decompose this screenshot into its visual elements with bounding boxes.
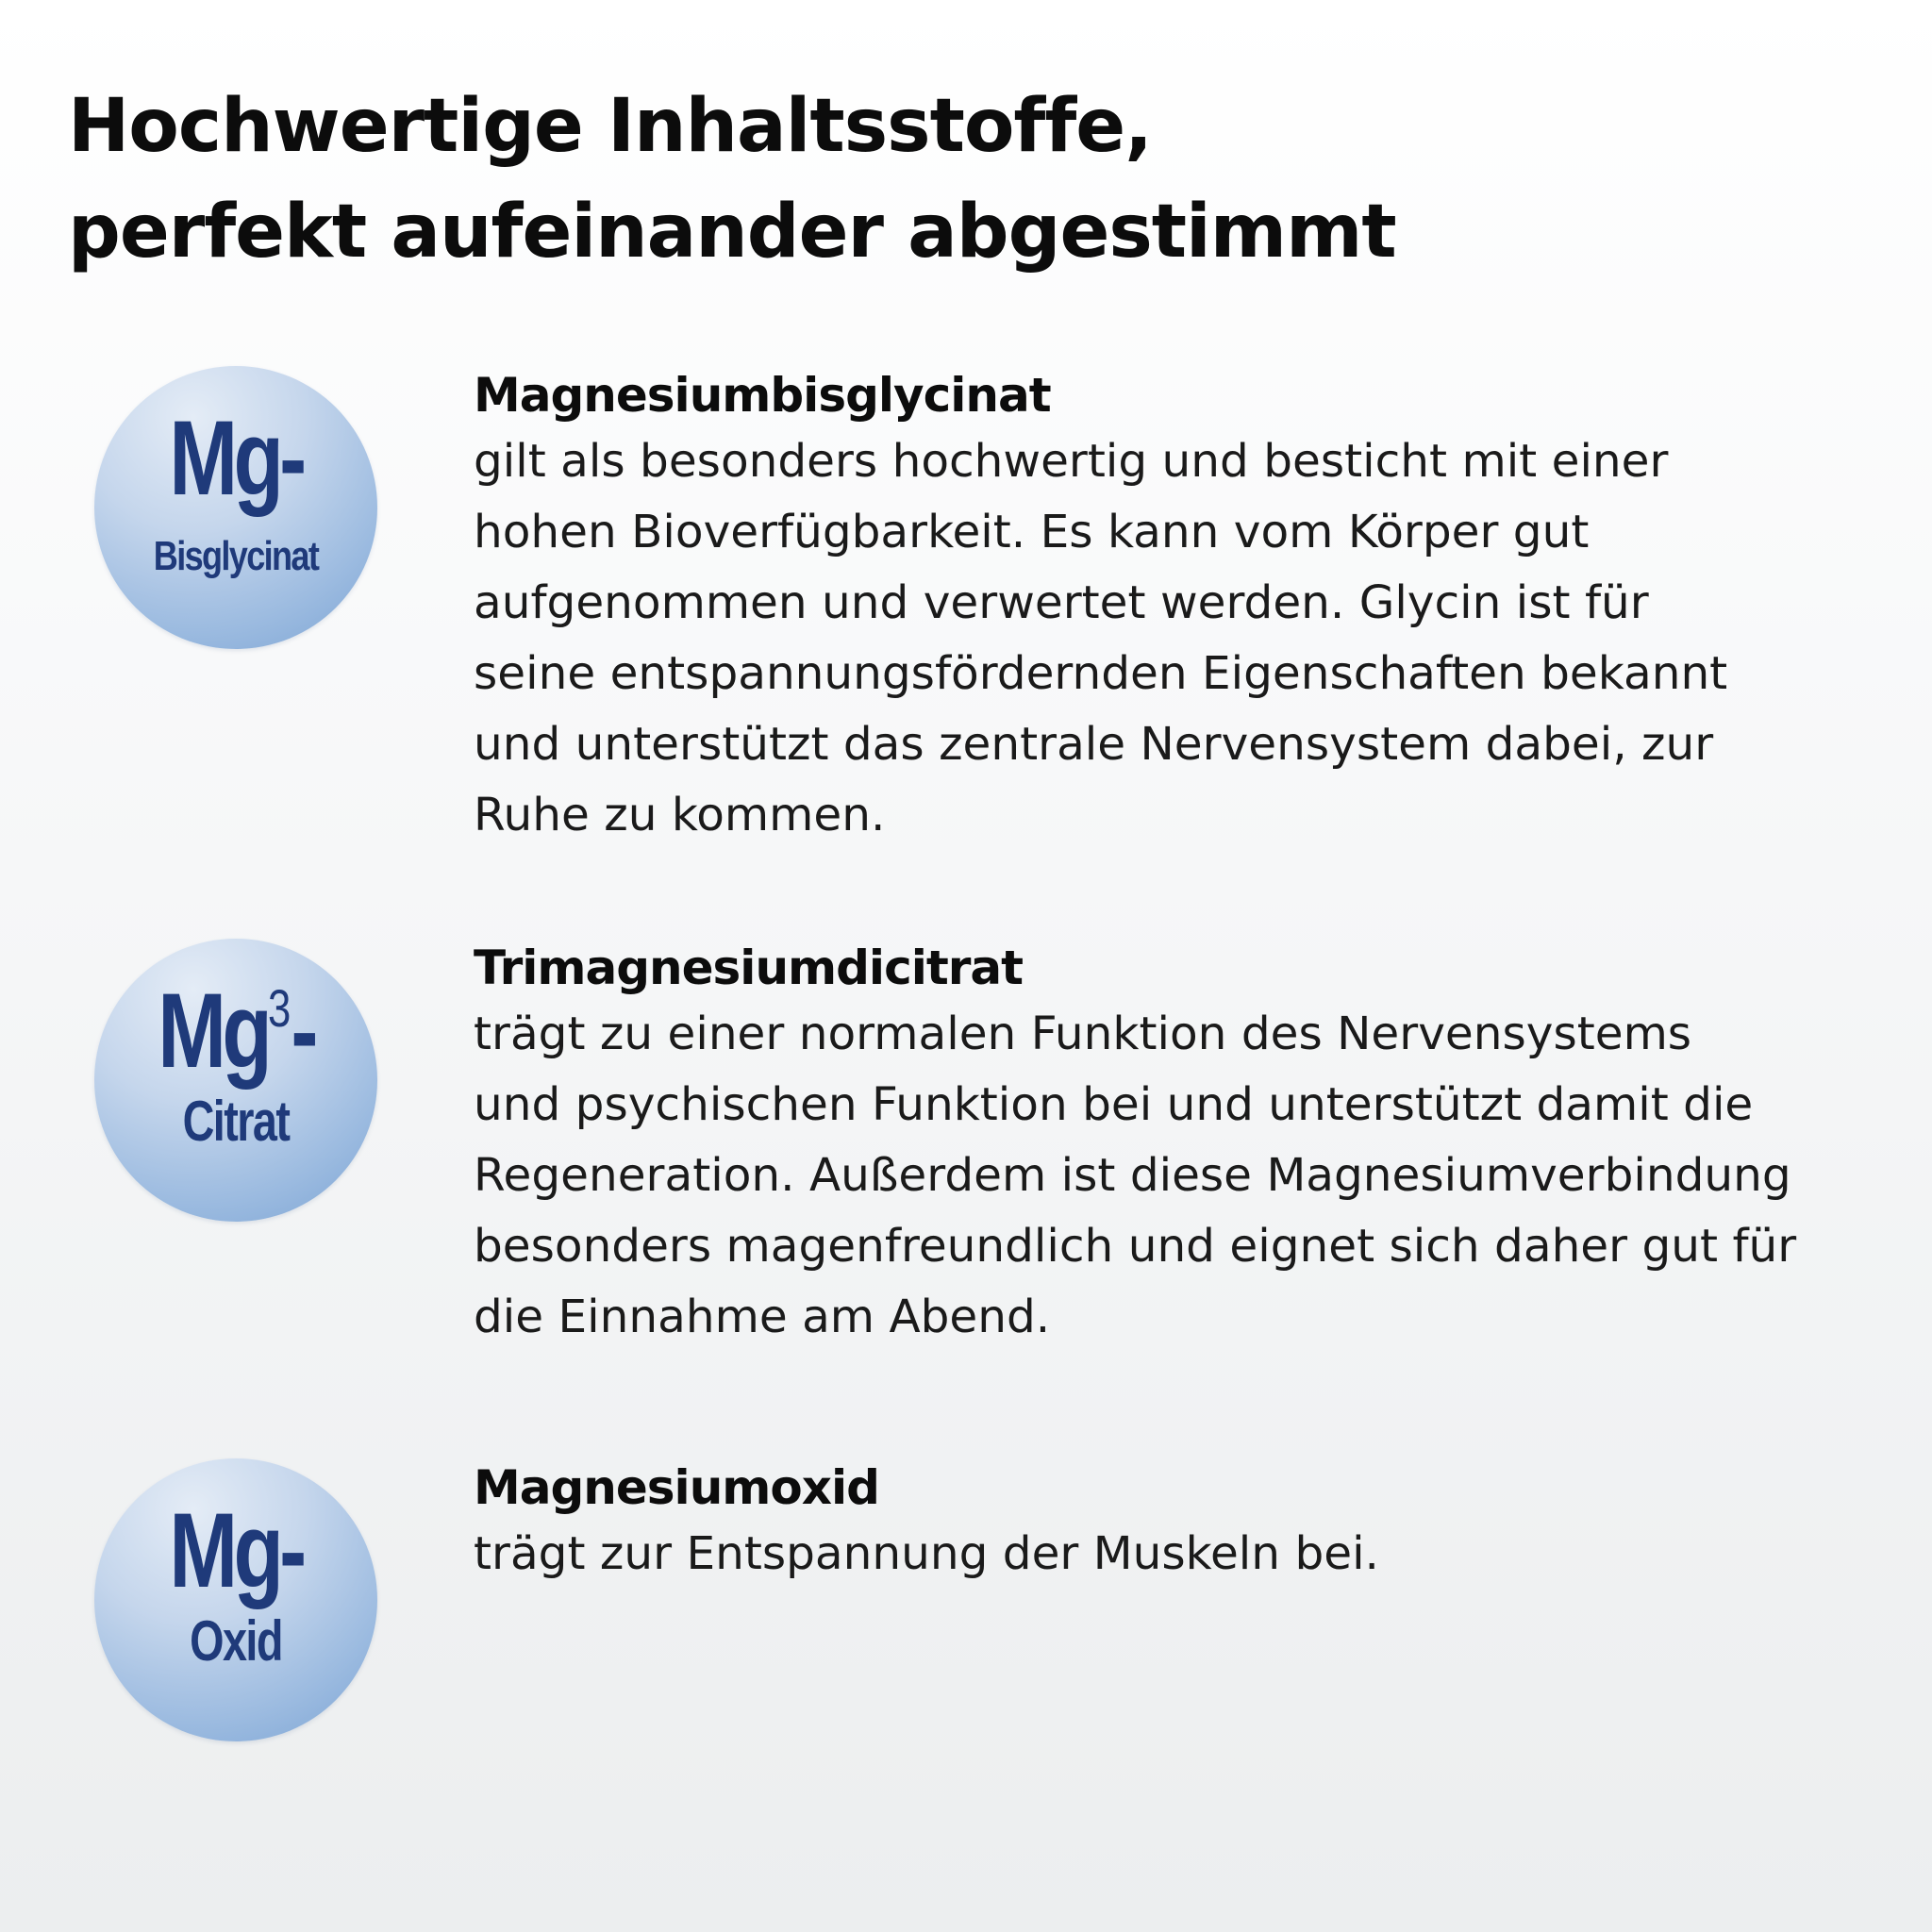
description-line: trägt zur Entspannung der Muskeln bei.: [474, 1527, 1379, 1580]
badge-formula: [125, 1491, 346, 1609]
badge-formula-element: Mg: [169, 1491, 280, 1609]
ingredient-text: [474, 1457, 1889, 1590]
badge-formula: [125, 972, 346, 1090]
badge-formula-element: Mg: [169, 399, 280, 517]
badge-compound-label: Oxid: [190, 1609, 282, 1673]
badge-formula-charge: -: [279, 1491, 303, 1609]
description-line: aufgenommen und verwertet werden. Glycin ist für: [474, 576, 1649, 629]
mg-oxid-badge-icon: [94, 1458, 377, 1741]
page-title-line-2: perfekt aufeinander abgestimmt: [68, 190, 1396, 275]
badge-formula: [125, 399, 346, 517]
mg-citrat-badge-icon: [94, 939, 377, 1222]
ingredient-description: [474, 426, 1889, 851]
description-line: besonders magenfreundlich und eignet sich daher gut für: [474, 1220, 1797, 1273]
description-line: die Einnahme am Abend.: [474, 1291, 1051, 1343]
description-line: und unterstützt das zentrale Nervensystem dabei, zur: [474, 718, 1714, 771]
description-line: hohen Bioverfügbarkeit. Es kann vom Körper gut: [474, 506, 1590, 558]
mg-bisglycinat-badge-icon: [94, 366, 377, 649]
ingredient-title: Magnesiumoxid: [474, 1460, 879, 1515]
page-title: [68, 74, 1483, 285]
badge-formula-charge: -: [279, 399, 303, 517]
ingredient-title: Trimagnesiumdicitrat: [474, 941, 1024, 995]
ingredient-description: [474, 1519, 1889, 1590]
badge-compound-label: Citrat: [182, 1090, 290, 1153]
badge-formula-element: Mg: [158, 972, 269, 1090]
description-line: trägt zu einer normalen Funktion des Nervensystems: [474, 1008, 1692, 1060]
description-line: Ruhe zu kommen.: [474, 789, 886, 841]
badge-formula-superscript: 3: [268, 978, 291, 1038]
ingredient-description: [474, 999, 1889, 1353]
ingredient-text: [474, 937, 1889, 1353]
ingredient-text: [474, 364, 1889, 851]
badge-formula-charge: -: [291, 972, 314, 1090]
badge-compound-label: Bisglycinat: [153, 533, 319, 579]
description-line: gilt als besonders hochwertig und besticht mit einer: [474, 435, 1669, 488]
description-line: und psychischen Funktion bei und unterstützt damit die: [474, 1078, 1754, 1131]
ingredient-title: Magnesiumbisglycinat: [474, 368, 1051, 423]
page-title-line-1: Hochwertige Inhaltsstoffe,: [68, 84, 1152, 169]
description-line: Regeneration. Außerdem ist diese Magnesiumverbindung: [474, 1149, 1791, 1202]
description-line: seine entspannungsfördernden Eigenschaften bekannt: [474, 647, 1728, 700]
